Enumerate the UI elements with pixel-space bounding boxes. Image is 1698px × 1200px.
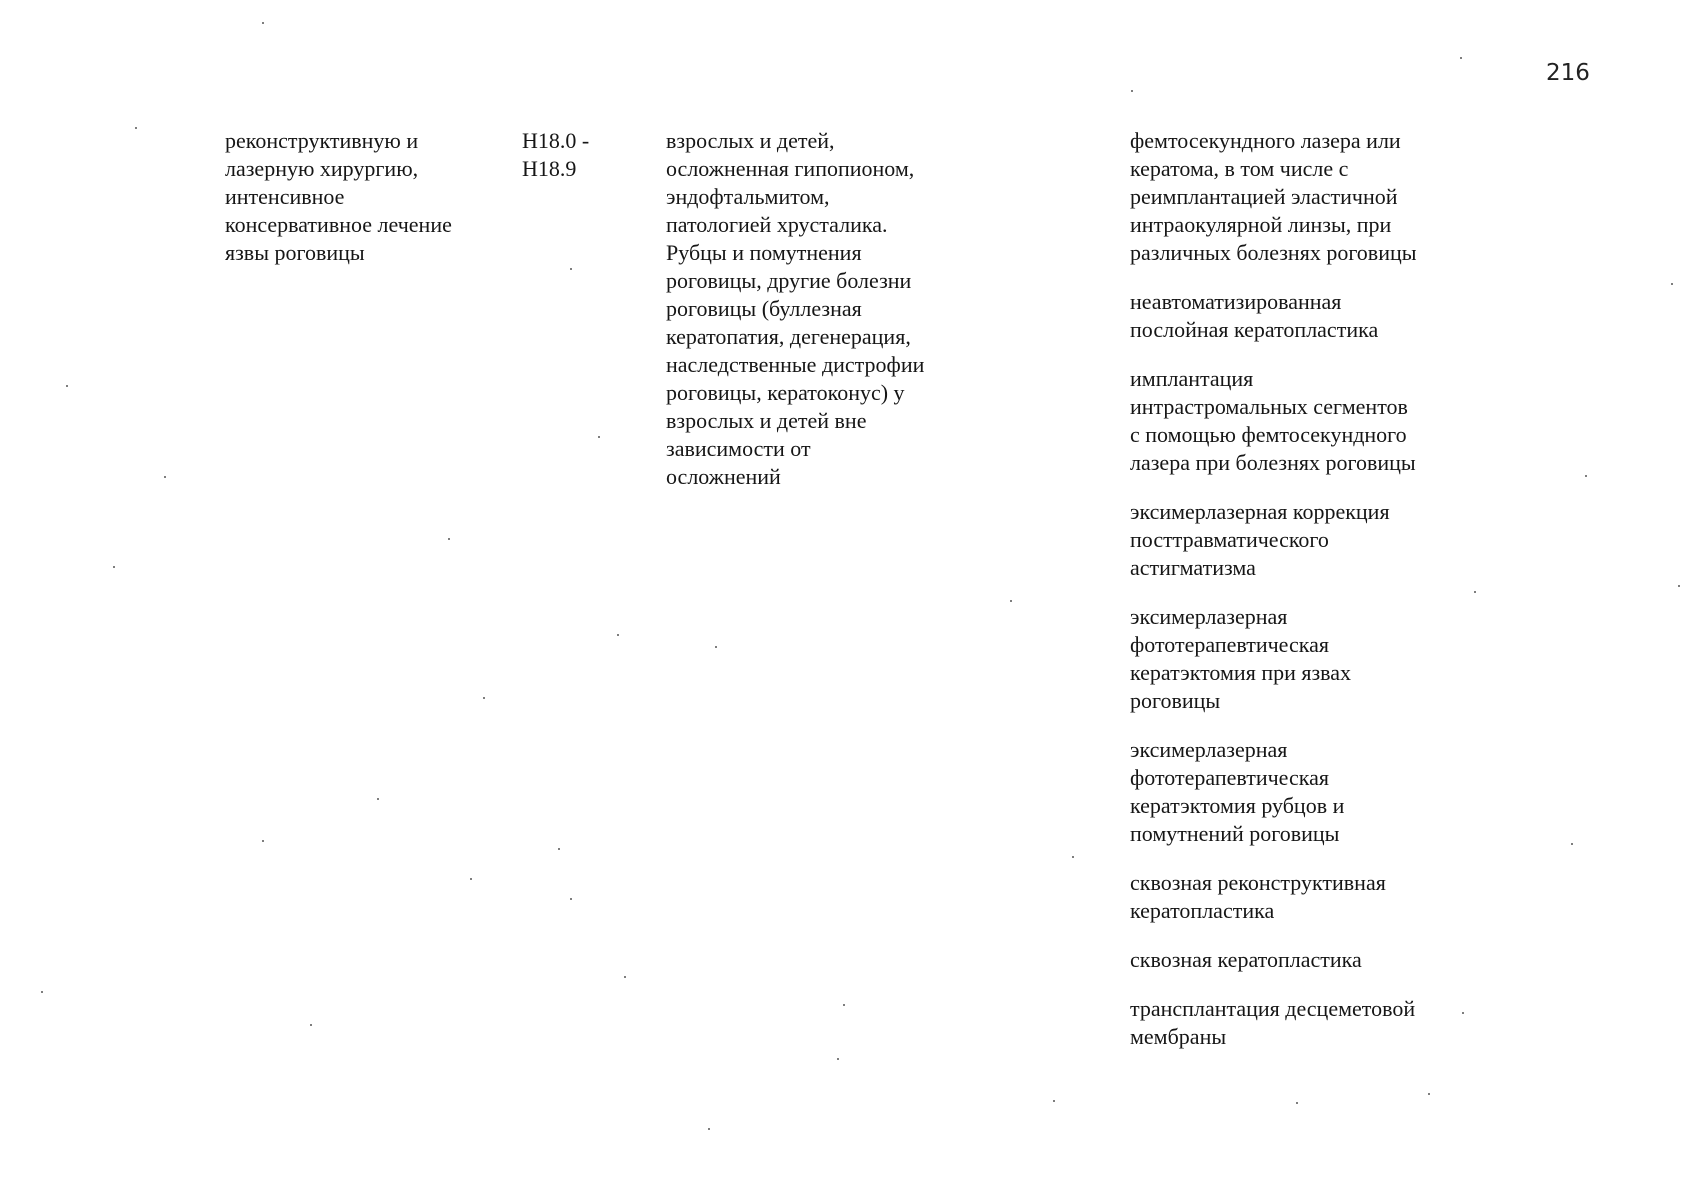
scan-speck <box>470 878 472 880</box>
scan-speck <box>1131 90 1133 92</box>
scan-speck <box>1428 1093 1430 1095</box>
scan-speck <box>1462 1012 1464 1014</box>
icd-code-column <box>522 127 642 183</box>
scan-speck <box>262 22 264 24</box>
page-number: 216 <box>1546 60 1590 86</box>
scan-speck <box>598 436 600 438</box>
scan-speck <box>1010 600 1012 602</box>
scan-speck <box>1053 1100 1055 1102</box>
scan-speck <box>113 566 115 568</box>
method-item: неавтоматизированная послойная кератопластика <box>1130 289 1379 342</box>
treatment-type-text: реконструктивную и лазерную хирургию, интенсивное консервативное лечение язвы роговицы <box>225 128 452 265</box>
scan-speck <box>558 848 560 850</box>
scan-speck <box>1678 585 1680 587</box>
method-item: сквозная кератопластика <box>1130 947 1362 972</box>
scan-speck <box>262 840 264 842</box>
scan-speck <box>570 898 572 900</box>
icd-code-text: H18.0 - H18.9 <box>522 128 590 181</box>
scan-speck <box>708 1128 710 1130</box>
scan-speck <box>715 646 717 648</box>
scan-speck <box>1296 1102 1298 1104</box>
treatment-type-column <box>225 127 510 267</box>
scan-speck <box>843 1004 845 1006</box>
scan-speck <box>624 976 626 978</box>
scan-speck <box>1585 475 1587 477</box>
scan-speck <box>1571 843 1573 845</box>
method-item: эксимерлазерная фототерапевтическая кератэктомия рубцов и помутнений роговицы <box>1130 737 1345 846</box>
method-item: фемтосекундного лазера или кератома, в том числе с реимплантацией эластичной интраокулярной линзы, при различных болезнях роговицы <box>1130 128 1417 265</box>
patient-model-column <box>666 127 986 491</box>
scan-speck <box>1460 57 1462 59</box>
scan-speck <box>483 697 485 699</box>
scan-speck <box>617 634 619 636</box>
scan-speck <box>377 798 379 800</box>
scan-speck <box>41 991 43 993</box>
method-item: трансплантация десцеметовой мембраны <box>1130 996 1416 1049</box>
method-item: эксимерлазерная фототерапевтическая кератэктомия при язвах роговицы <box>1130 604 1352 713</box>
scan-speck <box>448 538 450 540</box>
scan-speck <box>135 127 137 129</box>
scan-speck <box>1072 856 1074 858</box>
patient-model-text: взрослых и детей, осложненная гипопионом, эндофтальмитом, патологией хрусталика. Рубцы и помутнения роговицы, другие болезни роговицы (буллезная кератопатия, дегенерация, наследственные дистрофии роговицы, кератоконус) у взрослых и детей вне зависимости от осложнений <box>666 128 925 489</box>
scan-speck <box>1671 283 1673 285</box>
scan-speck <box>570 268 572 270</box>
scan-speck <box>1474 591 1476 593</box>
treatment-methods-column <box>1130 127 1490 1072</box>
scan-speck <box>837 1058 839 1060</box>
scan-speck <box>66 385 68 387</box>
scan-speck <box>310 1024 312 1026</box>
method-item: эксимерлазерная коррекция посттравматического астигматизма <box>1130 499 1390 580</box>
scan-speck <box>164 476 166 478</box>
method-item: имплантация интрастромальных сегментов с помощью фемтосекундного лазера при болезнях роговицы <box>1130 366 1416 475</box>
method-item: сквозная реконструктивная кератопластика <box>1130 870 1386 923</box>
